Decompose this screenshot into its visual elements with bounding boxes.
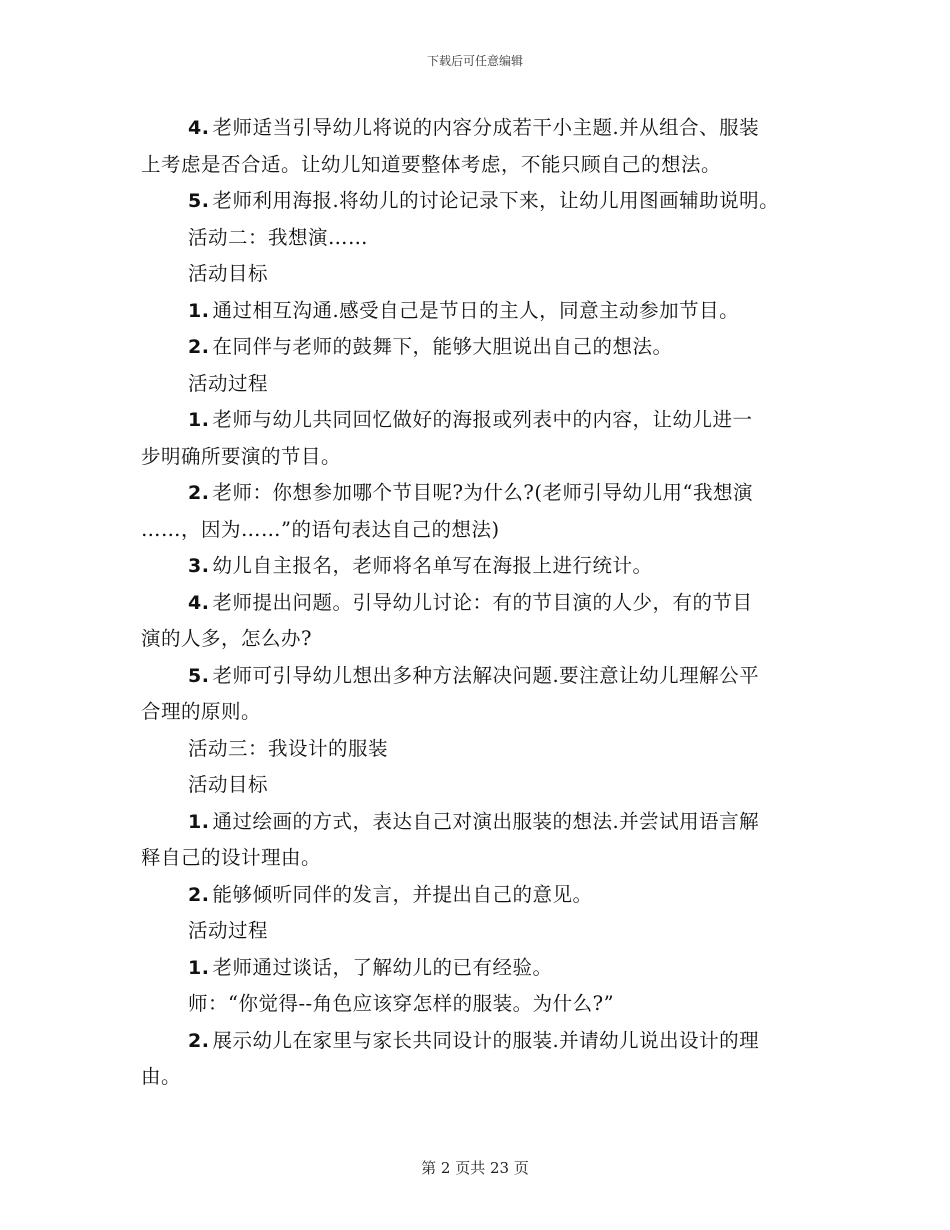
text-line [141, 877, 821, 914]
line-text: 通过相互沟通.感受自己是节日的主人，同意主动参加节目。 [212, 298, 740, 322]
list-number: 2. [188, 1029, 210, 1052]
text-line [141, 548, 821, 585]
line-text: 活动过程 [188, 919, 269, 942]
line-text: 老师适当引导幼儿将说的内容分成若干小主题.并从组合、服装 [212, 116, 760, 139]
line-text: 老师：你想参加哪个节目呢?为什么?(老师引导幼儿用“我想演 [212, 481, 753, 504]
line-text: 活动二：我想演…… [188, 225, 369, 249]
list-number: 2. [188, 336, 210, 358]
line-text: 活动过程 [188, 371, 269, 395]
page-footer: 第 2 页共 23 页 [421, 1159, 529, 1177]
line-text: ……，因为……”的语句表达自己的想法) [141, 517, 500, 541]
page-header: 下载后可任意编辑 [426, 54, 523, 68]
text-line [141, 913, 821, 950]
list-number: 1. [188, 810, 210, 833]
line-text: 老师通过谈话，了解幼儿的已有经验。 [212, 955, 553, 979]
text-line [141, 366, 821, 403]
line-text: 释自己的设计理由。 [141, 846, 322, 869]
text-line [141, 950, 821, 987]
text-line [141, 512, 821, 549]
text-line [141, 110, 821, 147]
text-line [141, 147, 821, 184]
line-text: 老师利用海报.将幼儿的讨论记录下来，让幼儿用图画辅助说明。 [212, 189, 780, 212]
list-number: 4. [188, 591, 210, 614]
line-text: 合理的原则。 [141, 700, 262, 723]
line-text: 在同伴与老师的鼓舞下，能够大胆说出自己的想法。 [212, 335, 673, 358]
text-line [141, 220, 821, 257]
text-line [141, 475, 821, 512]
text-line [141, 439, 821, 476]
document-body [141, 110, 821, 1096]
text-line [141, 293, 821, 330]
text-line [141, 585, 821, 622]
text-line [141, 840, 821, 877]
text-line [141, 986, 821, 1023]
text-line [141, 694, 821, 731]
line-text: 老师可引导幼儿想出多种方法解决问题.要注意让幼儿理解公平 [212, 663, 760, 687]
list-number: 1. [188, 409, 210, 431]
text-line [141, 658, 821, 695]
text-line [141, 1023, 821, 1060]
list-number: 4. [188, 117, 210, 139]
text-line [141, 329, 821, 366]
line-text: 幼儿自主报名，老师将名单写在海报上进行统计。 [212, 554, 653, 577]
list-number: 2. [188, 883, 210, 906]
line-text: 展示幼儿在家里与家长共同设计的服装.并请幼儿说出设计的理 [212, 1028, 760, 1052]
text-line [141, 1059, 821, 1096]
list-number: 5. [188, 190, 210, 212]
text-line [141, 256, 821, 293]
line-text: 通过绘画的方式，表达自己对演出服装的想法.并尝试用语言解 [212, 809, 760, 833]
line-text: 老师提出问题。引导幼儿讨论：有的节目演的人少，有的节目 [212, 590, 753, 614]
list-number: 2. [188, 482, 210, 504]
text-line [141, 731, 821, 768]
line-text: 由。 [141, 1065, 182, 1088]
line-text: 演的人多，怎么办? [141, 627, 312, 650]
text-line [141, 621, 821, 658]
line-text: 师：“你觉得--角色应该穿怎样的服装。为什么?” [188, 992, 615, 1015]
list-number: 1. [188, 956, 210, 979]
list-number: 3. [188, 555, 210, 577]
line-text: 能够倾听同伴的发言，并提出自己的意见。 [212, 882, 593, 906]
list-number: 5. [188, 664, 210, 687]
line-text: 老师与幼儿共同回忆做好的海报或列表中的内容，让幼儿进一 [212, 408, 753, 431]
line-text: 活动三：我设计的服装 [188, 736, 389, 760]
line-text: 活动目标 [188, 773, 269, 796]
text-line [141, 804, 821, 841]
text-line [141, 402, 821, 439]
line-text: 步明确所要演的节目。 [141, 444, 342, 468]
text-line [141, 183, 821, 220]
line-text: 活动目标 [188, 262, 269, 285]
text-line [141, 767, 821, 804]
list-number: 1. [188, 299, 210, 322]
line-text: 上考虑是否合适。让幼儿知道要整体考虑，不能只顾自己的想法。 [141, 152, 722, 176]
